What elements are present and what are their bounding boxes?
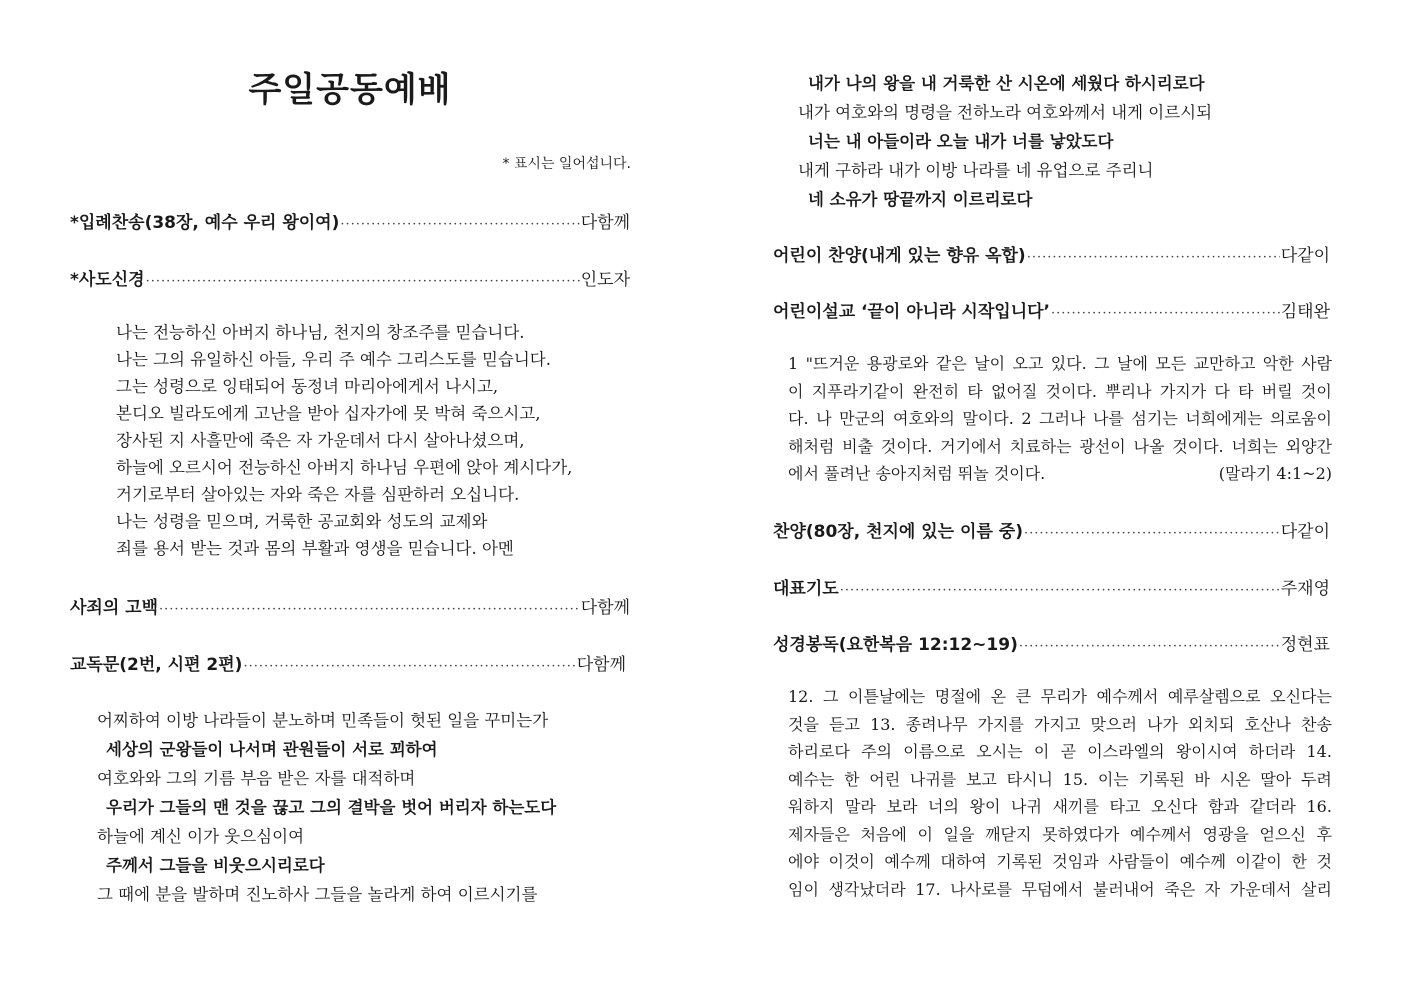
creed-line: 장사된 지 사흘만에 죽은 자 가운데서 다시 살아나셨으며, <box>116 431 525 450</box>
creed-line: 나는 그의 유일하신 아들, 우리 주 예수 그리스도를 믿습니다. <box>116 350 551 369</box>
creed-line: 나는 전능하신 아버지 하나님, 천지의 창조주를 믿습니다. <box>116 323 525 342</box>
order-item-name: *사도신경 <box>70 270 145 290</box>
passage-line: 워하지 말라 보라 너의 왕이 나귀 새끼를 타고 오신다 함과 같더라 16. <box>788 797 1332 816</box>
passage-line: 예수는 한 어린 나귀를 보고 타시니 15. 이는 기록된 바 시온 딸아 두려 <box>788 769 1332 789</box>
order-item-kids-sermon <box>773 297 1330 322</box>
leader-dots <box>159 602 580 617</box>
leader-dots <box>1051 306 1280 321</box>
order-item-creed <box>70 265 630 290</box>
creed-line: 거기로부터 살아있는 자와 죽은 자를 심판하러 오십니다. <box>116 485 520 504</box>
reading-line-leader: 그 때에 분을 발하며 진노하사 그들을 놀라게 하여 이르시기를 <box>97 885 538 904</box>
creed-line: 그는 성령으로 잉태되어 동정녀 마리아에게서 나시고, <box>116 377 499 396</box>
passage-line: 1 "뜨거운 용광로와 같은 날이 오고 있다. 그 날에 모든 교만하고 악한 사람 <box>788 354 1332 373</box>
apostles-creed-text <box>116 319 572 562</box>
reading-line-congregation: 내가 나의 왕을 내 거룩한 산 시온에 세웠다 하시리로다 <box>808 74 1205 93</box>
order-item-prayer <box>773 574 1330 599</box>
passage-line: 에야 이것이 예수께 대하여 기록된 것임과 사람들이 예수께 이같이 한 것 <box>788 852 1332 871</box>
reading-line-leader: 어찌하여 이방 나라들이 분노하며 민족들이 헛된 일을 꾸미는가 <box>97 711 549 730</box>
leader-dots <box>1027 250 1280 265</box>
standing-note: * 표시는 일어섭니다. <box>502 156 631 172</box>
order-item-name: 대표기도 <box>773 579 839 599</box>
reading-line-congregation: 우리가 그들의 맨 것을 끊고 그의 결박을 벗어 버리자 하는도다 <box>106 798 557 817</box>
order-item-leader: 다같이 <box>1280 522 1330 542</box>
order-item-name: 성경봉독(요한복음 12:12~19) <box>773 635 1018 655</box>
order-item-leader: 주재영 <box>1280 579 1330 599</box>
leader-dots <box>243 659 575 674</box>
malachi-reference: (말라기 4:1~2) <box>1218 464 1332 483</box>
reading-line-leader: 하늘에 계신 이가 웃으심이여 <box>97 827 305 846</box>
reading-line-leader: 내가 여호와의 명령을 전하노라 여호와께서 내게 이르시되 <box>798 103 1213 122</box>
passage-line: 이 지푸라기같이 완전히 타 없어질 것이다. 뿌리나 가지가 다 타 버릴 것이 <box>788 381 1332 401</box>
reading-line-leader: 내게 구하라 내가 이방 나라를 네 유업으로 주리니 <box>798 161 1154 180</box>
order-item-leader: 다함께 <box>580 213 630 233</box>
leader-dots <box>840 583 1280 598</box>
order-item-leader: 인도자 <box>580 270 630 290</box>
creed-line: 죄를 용서 받는 것과 몸의 부활과 영생을 믿습니다. 아멘 <box>116 539 514 558</box>
creed-line: 하늘에 오르시어 전능하신 아버지 하나님 우편에 앉아 계시다가, <box>116 458 573 477</box>
order-item-hymn <box>70 208 630 233</box>
order-item-scripture-reading <box>773 630 1330 655</box>
reading-line-congregation: 주께서 그들을 비웃으시리로다 <box>106 856 325 875</box>
passage-line: 다. 나 만군의 여호와의 말이다. 2 그러나 나를 섬기는 너희에게는 의로움이 <box>788 409 1332 428</box>
passage-line: 에서 풀려난 송아지처럼 뛰놀 것이다. (말라기 4:1~2) <box>788 460 1332 488</box>
malachi-passage <box>788 350 1332 488</box>
reading-line-leader: 여호와와 그의 기름 부음 받은 자를 대적하며 <box>97 769 416 788</box>
passage-line: 12. 그 이튿날에는 명절에 온 큰 무리가 예수께서 예루살렘으로 오신다는 <box>788 687 1332 706</box>
passage-line: 것을 듣고 13. 종려나무 가지를 가지고 맞으러 나가 외치되 호산나 찬송 <box>788 714 1332 734</box>
creed-line: 본디오 빌라도에게 고난을 받아 십자가에 못 박혀 죽으시고, <box>116 404 541 423</box>
order-item-leader: 정현표 <box>1280 635 1330 655</box>
leader-dots <box>1024 526 1280 541</box>
leader-dots <box>1019 639 1280 654</box>
order-item-leader: 다같이 <box>1280 246 1330 266</box>
order-item-name: 찬양(80장, 천지에 있는 이름 중) <box>773 522 1023 542</box>
order-item-name: 사죄의 고백 <box>70 598 159 618</box>
order-item-confession <box>70 593 630 618</box>
order-item-leader: 다함께 <box>580 598 630 618</box>
order-item-leader: 김태완 <box>1280 302 1330 322</box>
page-title: 주일공동예배 <box>248 70 452 110</box>
reading-line-congregation: 네 소유가 땅끝까지 이르리로다 <box>808 190 1033 209</box>
leader-dots <box>146 274 580 289</box>
passage-line: 임이 생각났더라 17. 나사로를 무덤에서 불러내어 죽은 자 가운데서 살리 <box>788 879 1332 899</box>
order-item-praise <box>773 517 1330 542</box>
passage-line: 하리로다 주의 이름으로 오시는 이 곧 이스라엘의 왕이시여 하더라 14. <box>788 742 1332 761</box>
reading-line-congregation: 너는 내 아들이라 오늘 내가 너를 낳았도다 <box>808 132 1114 151</box>
order-item-name: *입례찬송(38장, 예수 우리 왕이여) <box>70 213 340 233</box>
passage-line: 제자들은 처음에 이 일을 깨닫지 못하였다가 예수께서 영광을 얻으신 후 <box>788 824 1332 844</box>
order-item-kids-praise <box>773 241 1330 266</box>
reading-line-congregation: 세상의 군왕들이 나서며 관원들이 서로 꾀하여 <box>106 740 438 759</box>
order-item-name: 어린이설교 ‘끝이 아니라 시작입니다’ <box>773 302 1051 322</box>
order-item-responsive-reading <box>70 650 626 675</box>
leader-dots <box>340 217 579 232</box>
order-item-leader: 다함께 <box>576 655 626 675</box>
passage-line: 해처럼 비출 것이다. 거기에서 치료하는 광선이 나올 것이다. 너희는 외양간 <box>788 436 1332 456</box>
order-item-name: 교독문(2번, 시편 2편) <box>70 655 243 675</box>
john-passage <box>788 683 1332 903</box>
order-item-name: 어린이 찬양(내게 있는 향유 옥합) <box>773 246 1026 266</box>
creed-line: 나는 성령을 믿으며, 거룩한 공교회와 성도의 교제와 <box>116 512 488 531</box>
